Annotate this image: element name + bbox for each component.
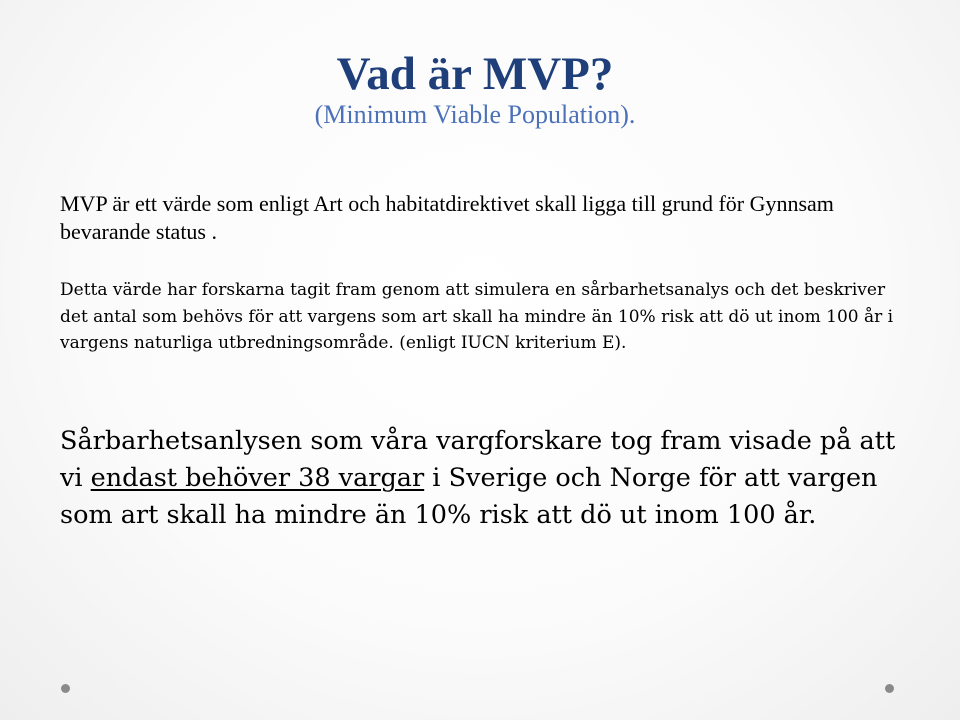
slide-subtitle: (Minimum Viable Population). [314,100,636,129]
paragraph-mvp-definition: MVP är ett värde som enligt Art och habitatdirektivet skall ligga till grund för Gynnsam bevarande status . [60,191,834,244]
slide-title: Vad är MVP? [336,48,614,100]
footer-dot-right [885,684,894,693]
paragraph-analysis-result [60,423,920,534]
result-text-underlined: endast behöver 38 vargar [90,463,425,493]
paragraph-analysis-description: Detta värde har forskarna tagit fram genom att simulera en sårbarhetsanalys och det beskriver det antal som behövs för att vargens som art skall ha mindre än 10% risk att dö ut inom 100 år i vargens naturliga utbredningsområde. (enligt IUCN kriterium E). [60,280,894,353]
result-text-after: i Sverige och Norge för att vargen som art skall ha mindre än 10% risk att dö ut inom 100 år. [60,463,878,530]
result-text-before: Sårbarhetsanlysen som våra vargforskare tog fram visade på att vi [60,426,896,493]
footer-dot-left [61,684,70,693]
